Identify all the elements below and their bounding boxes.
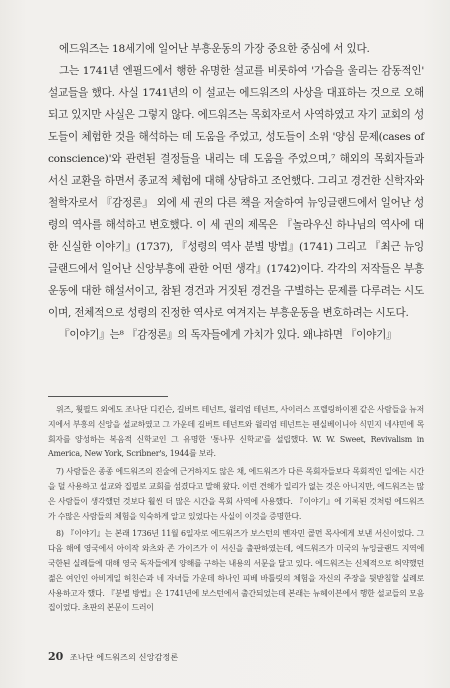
- footnote-8: 8) 『이야기』는 본래 1736년 11월 6일자로 에드워즈가 보스턴의 벤자민 콜먼 목사에게 보낸 서신이었다. 그 다음 해에 영국에서 아이작 와츠와 존 가이즈가 이 서신을 출판하였는데, 에드워즈가 미국의 뉴잉글랜드 지역에 국한된 실례들에 대해 영국 독자들에게 양해를 구하는 내용의 서문을 달고 있다. 에드워즈는 신체적으로 허약했던 젊은 여인인 아비게일 허친슨과 네 자녀들 가운데 하나인 피베 바틀릿의 체험을 자신의 주장을 뒷받침할 실례로 사용하고자 했다. 『분별 방법』은 1741년에 보스턴에서 출간되었는데 본래는 뉴헤이븐에서 행한 설교들의 모음집이었다. 초판의 본문이 드러이: [48, 529, 424, 613]
- paragraph-1: 에드워즈는 18세기에 일어난 부흥운동의 가장 중요한 중심에 서 있다.: [59, 43, 370, 55]
- page-footer: [48, 650, 424, 663]
- footnote-7: 7) 사람들은 종종 에드워즈의 진술에 근거하지도 않은 채, 에드워즈가 다른 목회자들보다 목회적인 일에는 시간을 덜 사용하고 설교와 집필로 교회를 섬겼다고 말해 왔다. 이런 견해가 일리가 없는 것은 아니지만, 에드워즈는 많은 사람들이 생각했던 것보다 훨씬 더 많은 시간을 목회 사역에 사용했다. 『이야기』에 기록된 것처럼 에드워즈가 수많은 사람들의 체험을 익숙하게 알고 있었다는 사실이 이것을 증명한다.: [48, 467, 424, 521]
- paragraph-2: 그는 1741년 엔필드에서 행한 유명한 설교를 비롯하여 '가슴을 울리는 감동적인' 설교들을 했다. 사실 1741년의 이 설교는 에드워즈의 사상을 대표하는 것으로 오해되고 있지만 사실은 그렇지 않다. 에드워즈는 목회자로서 사역하였고 자기 교회의 성도들이 체험한 것을 해석하는 데 도움을 주었고, 성도들이 소위 '양심 문제(cases of conscience)'와 관련된 결정들을 내리는 데 도움을 주었으며,⁷ 해외의 목회자들과 서신 교환을 하면서 종교적 체험에 대해 상담하고 조언했다. 그리고 경건한 신학자와 철학자로서 『감정론』 외에 세 권의 다른 책을 저술하여 뉴잉글랜드에서 일어난 성령의 역사를 해석하고 변호했다. 이 세 권의 제목은 『놀라우신 하나님의 역사에 대한 신실한 이야기』(1737), 『성령의 역사 분별 방법』(1741) 그리고 『최근 뉴잉글랜드에서 일어난 신앙부흥에 관한 어떤 생각』(1742)이다. 각각의 저작들은 부흥운동에 대한 해설서이고, 참된 경건과 거짓된 경건을 구별하는 문제를 다루려는 시도이며, 전체적으로 성령의 진정한 역사로 여겨지는 부흥운동을 변호하려는 시도다.: [48, 65, 424, 319]
- running-title: 조나단 에드워즈의 신앙감정론: [69, 653, 179, 662]
- paragraph-3: 『이야기』는⁸ 『감정론』의 독자들에게 가치가 있다. 왜냐하면 『이야기』: [59, 329, 397, 341]
- footnote-separator: [48, 396, 168, 397]
- main-text: [48, 38, 424, 346]
- footnotes: [48, 403, 424, 619]
- page-number: 20: [48, 650, 64, 663]
- footnote-continued: 위즈, 휫필드 외에도 조나단 디킨슨, 길버트 테넌트, 윌리엄 테넌트, 사이러스 프렐링하이젠 같은 사람들을 뉴저지에서 부흥의 신앙을 설교하였고 그 가운데 길버트 테넌트와 윌리엄 테넌트는 펜실베이니아 식민지 네샤민에 목회자를 양성하는 복음적 신학교인 그 유명한 '통나무 신학교'를 설립했다. W. W. Sweet, Revivalism in America, New York, Scribner's, 1944를 보라.: [48, 405, 424, 459]
